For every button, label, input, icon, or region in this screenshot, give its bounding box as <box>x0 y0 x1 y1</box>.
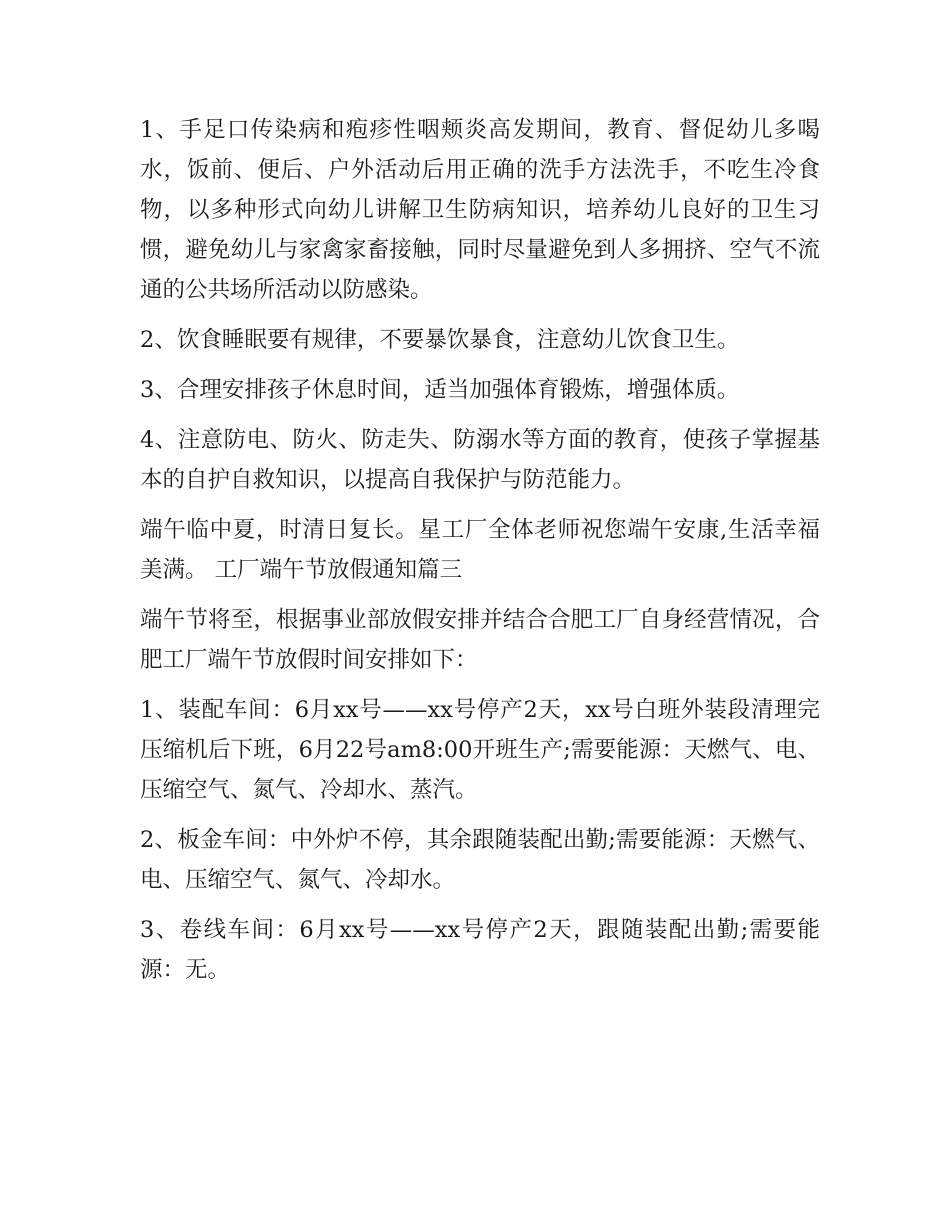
paragraph-winding-workshop: 3、卷线车间：6月xx号——xx号停产2天，跟随装配出勤;需要能源：无。 <box>140 917 820 983</box>
paragraph-holiday-intro: 端午节将至，根据事业部放假安排并结合合肥工厂自身经营情况，合肥工厂端午节放假时间安排如下： <box>140 607 820 673</box>
paragraph-hygiene-education: 1、手足口传染病和疱疹性咽颊炎高发期间，教育、督促幼儿多喝水，饭前、便后、户外活动后用正确的洗手方法洗手，不吃生冷食物，以多种形式向幼儿讲解卫生防病知识，培养幼儿良好的卫生习惯，避免幼儿与家禽家畜接触，同时尽量避免到人多拥挤、空气不流通的公共场所活动以防感染。 <box>140 117 820 303</box>
paragraph-assembly-workshop: 1、装配车间：6月xx号——xx号停产2天，xx号白班外装段清理完压缩机后下班，6月22号am8:00开班生产;需要能源：天燃气、电、压缩空气、氮气、冷却水、蒸汽。 <box>140 697 820 803</box>
document-body <box>140 110 820 990</box>
paragraph-festival-greeting: 端午临中夏，时清日复长。星工厂全体老师祝您端午安康,生活幸福美满。 工厂端午节放假通知篇三 <box>140 517 820 583</box>
paragraph-diet-sleep: 2、饮食睡眠要有规律，不要暴饮暴食，注意幼儿饮食卫生。 <box>140 327 740 353</box>
paragraph-sheet-metal-workshop: 2、板金车间：中外炉不停，其余跟随装配出勤;需要能源：天燃气、电、压缩空气、氮气、冷却水。 <box>140 827 820 893</box>
paragraph-safety-education: 4、注意防电、防火、防走失、防溺水等方面的教育，使孩子掌握基本的自护自救知识，以提高自我保护与防范能力。 <box>140 427 820 493</box>
paragraph-rest-exercise: 3、合理安排孩子休息时间，适当加强体育锻炼，增强体质。 <box>140 377 740 403</box>
